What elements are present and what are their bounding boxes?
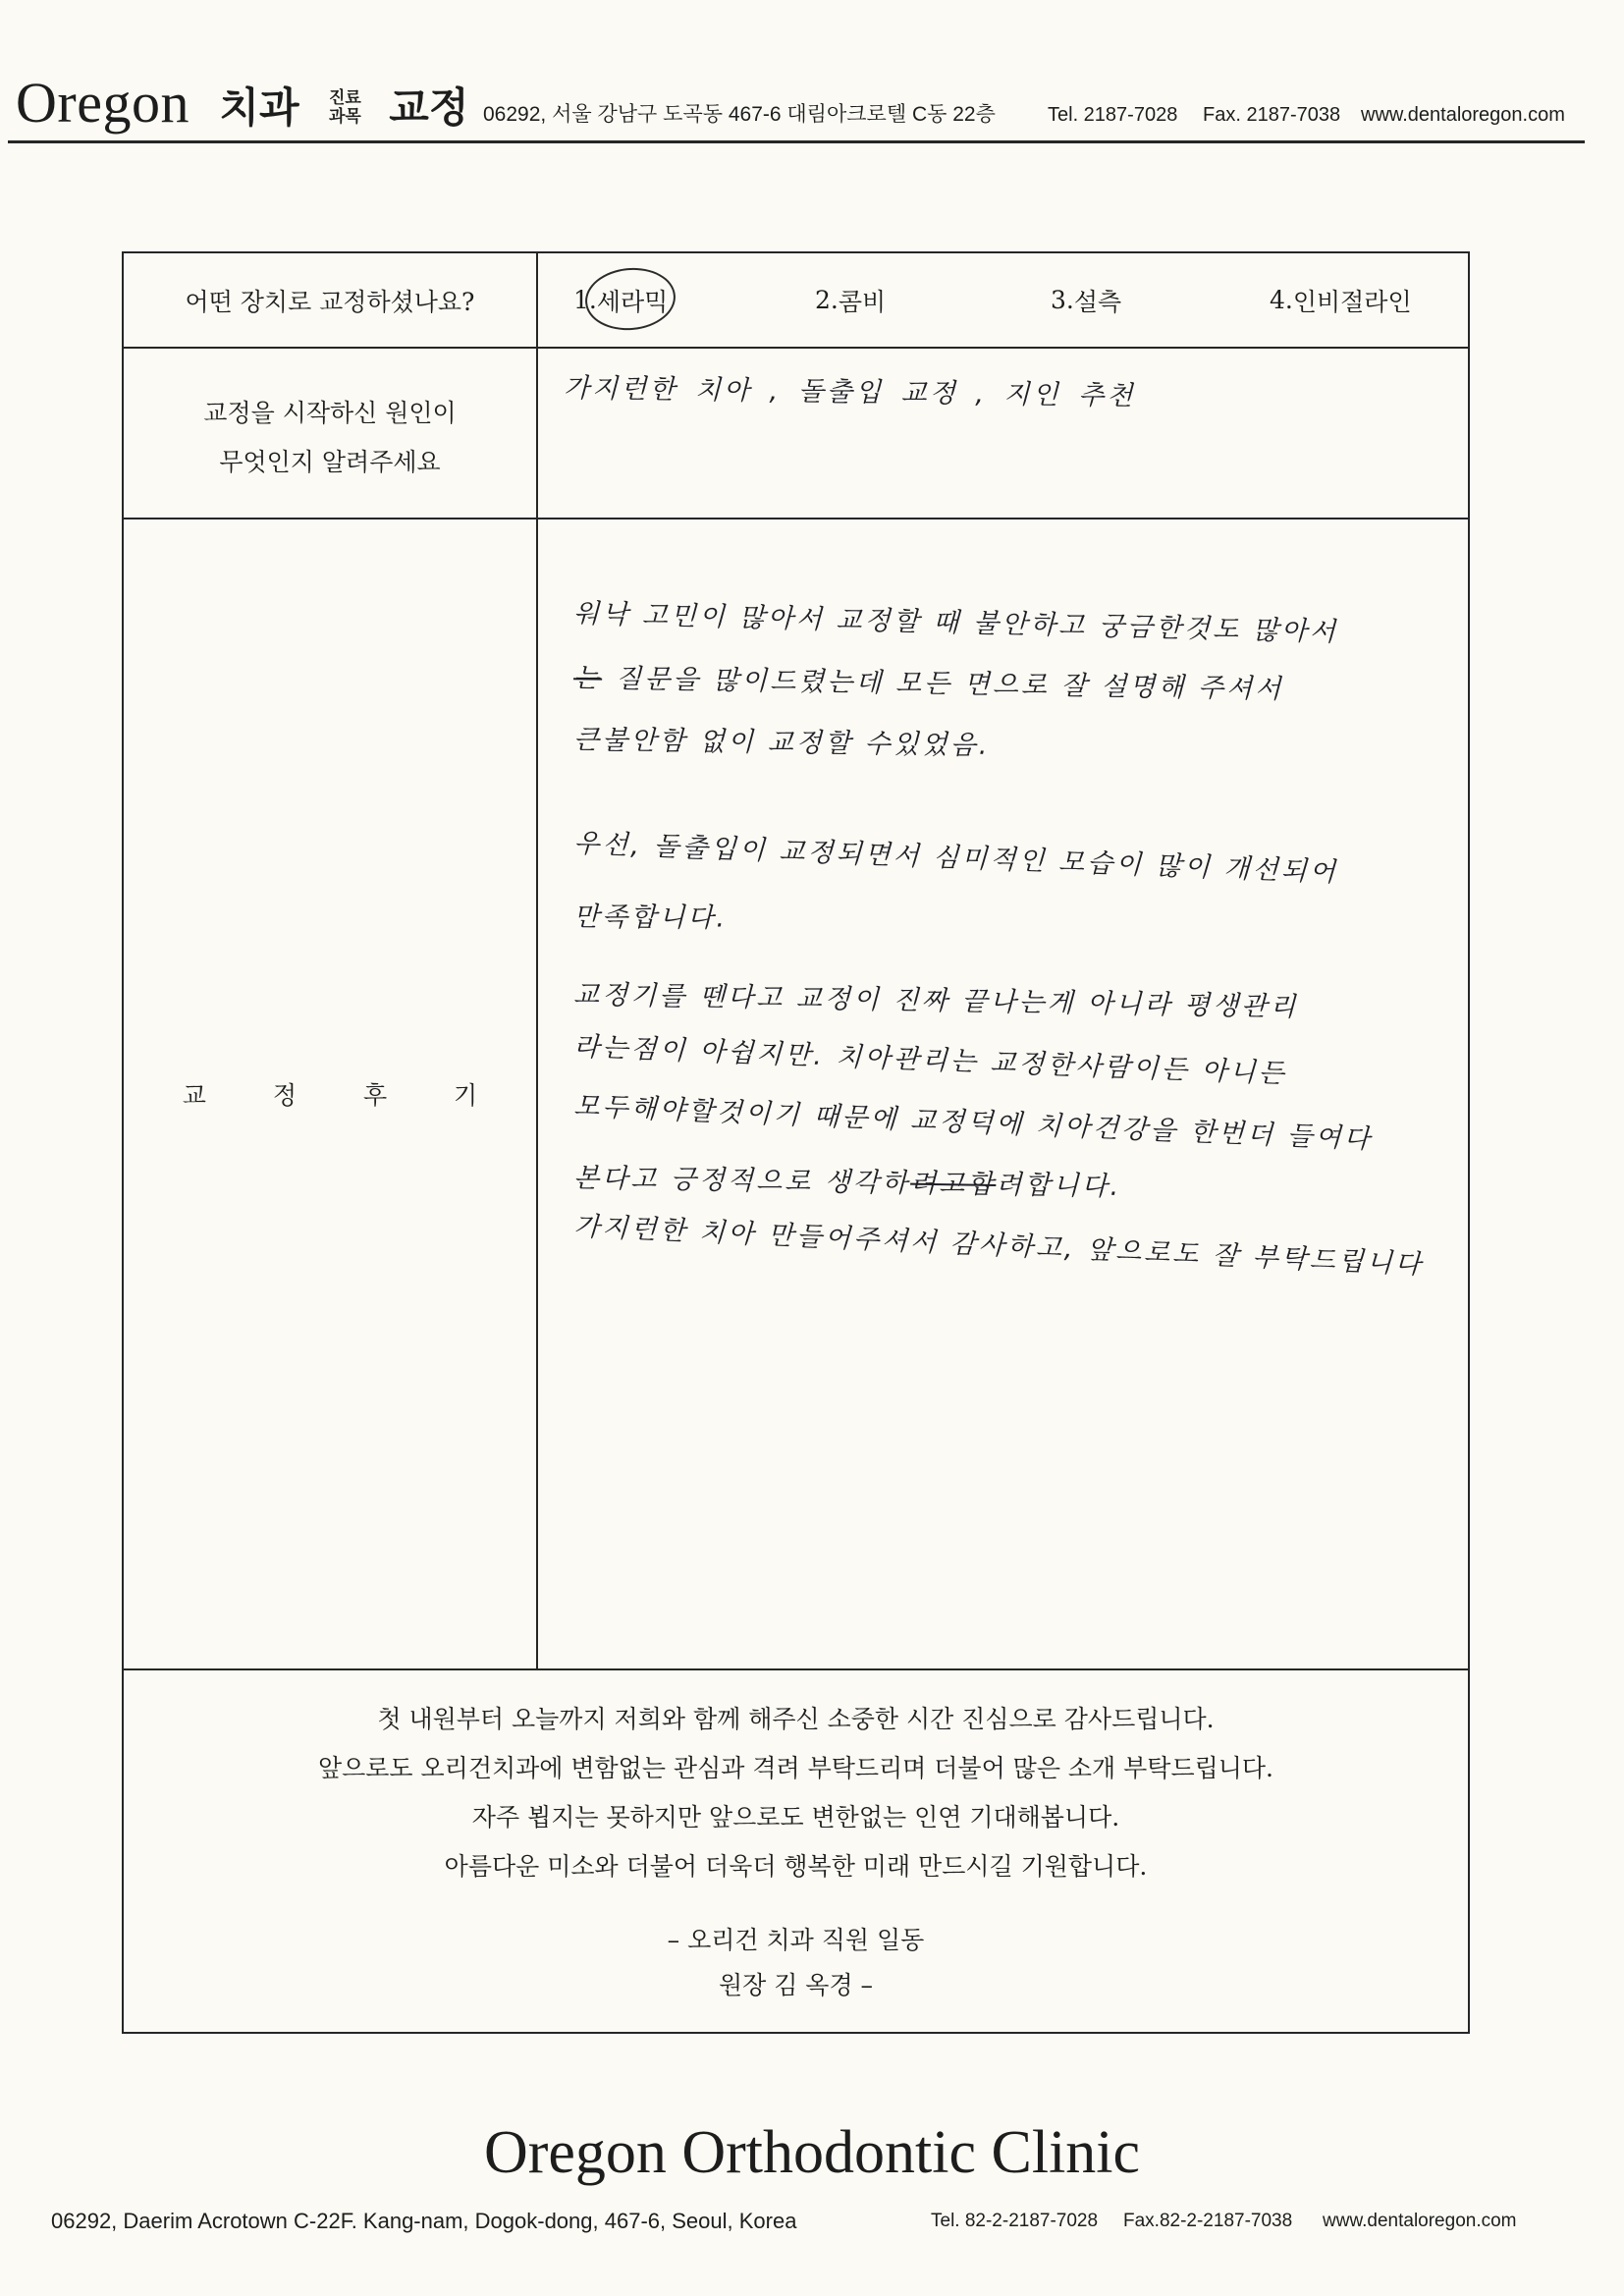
device-option-invisalign xyxy=(1270,253,1412,347)
device-option-ceramic xyxy=(573,253,668,347)
review-line-text: 우선, 돌출입이 교정되면서 심미적인 모습이 많이 개선되어 xyxy=(572,828,1339,889)
review-line-text: 모두해야할것이기 때문에 교정덕에 치아건강을 한번더 들여다 xyxy=(572,1090,1374,1155)
review-line-text: 워낙 고민이 많아서 교정할 때 불안하고 궁금한것도 많아서 xyxy=(572,598,1339,648)
logo-subject-line2: 과목 xyxy=(328,107,361,127)
closing-message-cell xyxy=(124,1670,1468,2032)
option-number: 4. xyxy=(1270,286,1293,314)
closing-line: 첫 내원부터 오늘까지 저희와 함께 해주신 소중한 시간 진심으로 감사드립니다. xyxy=(377,1705,1215,1733)
review-line-text: 큰불안함 없이 교정할 수있었음. xyxy=(572,724,991,761)
logo-specialty-text: 교정 xyxy=(389,83,469,132)
review-line xyxy=(573,887,1425,956)
reason-question-cell xyxy=(124,349,538,519)
footer-fax: Fax.82-2-2187-7038 xyxy=(1123,2211,1293,2231)
header-divider xyxy=(8,140,1585,143)
option-number: 1. xyxy=(573,286,597,314)
option-label-wrap xyxy=(1074,283,1121,318)
option-label: 세라믹 xyxy=(596,287,669,316)
selection-circle-mark xyxy=(582,264,678,334)
option-number: 3. xyxy=(1051,286,1074,314)
review-handwritten-text xyxy=(572,594,1425,1281)
review-label: 교 정 후 기 xyxy=(182,1081,508,1110)
logo-department-text: 치과 xyxy=(219,83,299,132)
reason-question-label xyxy=(203,379,456,487)
review-line-text: 질문을 많이드렸는데 모든 면으로 잘 설명해 주셔서 xyxy=(615,663,1284,705)
signature-block xyxy=(124,1918,1468,2008)
review-line-text: 교정기를 뗀다고 교정이 진짜 끝나는게 아니라 평생관리 xyxy=(572,979,1299,1023)
footer-clinic-name: Oregon Orthodontic Clinic xyxy=(483,2119,1141,2186)
footer-address: 06292, Daerim Acrotown C-22F. Kang-nam, Dogok-dong, 467-6, Seoul, Korea xyxy=(51,2209,797,2233)
closing-line: 앞으로도 오리건치과에 변함없는 관심과 격려 부탁드리며 더불어 많은 소개 부탁드립니다. xyxy=(317,1754,1274,1782)
reason-answer-cell xyxy=(538,349,1468,519)
signature-director: 원장 김 옥경 – xyxy=(718,1971,874,1999)
signature-staff: – 오리건 치과 직원 일동 xyxy=(667,1926,925,1954)
closing-line: 자주 뵙지는 못하지만 앞으로도 변한없는 인연 기대해봅니다. xyxy=(471,1803,1120,1831)
reason-label-line1: 교정을 시작하신 원인이 xyxy=(203,399,457,427)
header-website: www.dentaloregon.com xyxy=(1361,104,1565,126)
review-answer-cell xyxy=(538,519,1468,1670)
crossed-out-text: 는 xyxy=(572,663,603,694)
option-label-wrap xyxy=(839,283,886,318)
device-options-cell xyxy=(538,253,1468,349)
clinic-logo xyxy=(16,72,468,133)
device-question-cell xyxy=(124,253,538,349)
option-label: 인비절라인 xyxy=(1292,287,1412,316)
review-paragraph xyxy=(573,594,1424,777)
option-label-wrap xyxy=(1293,283,1412,318)
option-label-wrap xyxy=(597,283,668,318)
closing-line: 아름다운 미소와 더불어 더욱더 행복한 미래 만드시길 기원합니다. xyxy=(444,1852,1148,1881)
header-phone: Tel. 2187-7028 xyxy=(1048,104,1178,126)
option-label: 설측 xyxy=(1073,287,1122,316)
review-line-text: 본다고 긍정적으로 생각하 xyxy=(572,1163,911,1199)
device-question-label: 어떤 장치로 교정하셨나요? xyxy=(185,287,475,316)
review-line-text: 라는점이 아쉽지만. 치아관리는 교정한사람이든 아니든 xyxy=(572,1031,1288,1090)
review-paragraph xyxy=(573,830,1424,952)
device-option-lingual xyxy=(1051,253,1121,347)
review-line-text-after: 려합니다. xyxy=(996,1169,1122,1202)
logo-subject-label xyxy=(329,89,361,127)
review-line xyxy=(573,710,1425,783)
header-fax: Fax. 2187-7038 xyxy=(1203,104,1341,126)
footer-website: www.dentaloregon.com xyxy=(1323,2211,1517,2231)
logo-subject-line1: 진료 xyxy=(328,88,361,108)
reason-handwritten-answer: 가지런한 치아 , 돌출입 교정 , 지인 추천 xyxy=(563,372,1136,412)
review-paragraph xyxy=(572,972,1425,1281)
review-line-text: 만족합니다. xyxy=(572,902,729,934)
crossed-out-text: 려고합 xyxy=(909,1168,997,1200)
footer-phone: Tel. 82-2-2187-7028 xyxy=(931,2211,1099,2231)
reason-label-line2: 무엇인지 알려주세요 xyxy=(219,448,441,476)
logo-brand-text: Oregon xyxy=(16,71,189,135)
review-form-table xyxy=(122,251,1470,2034)
device-option-combi xyxy=(815,253,886,347)
review-label-cell xyxy=(124,519,538,1670)
review-line-text: 가지런한 치아 만들어주셔서 감사하고, 앞으로도 잘 부탁드립니다 xyxy=(572,1211,1425,1281)
option-number: 2. xyxy=(815,286,839,314)
header-address: 06292, 서울 강남구 도곡동 467-6 대림아크로텔 C동 22층 xyxy=(483,103,996,126)
option-label: 콤비 xyxy=(838,287,887,316)
